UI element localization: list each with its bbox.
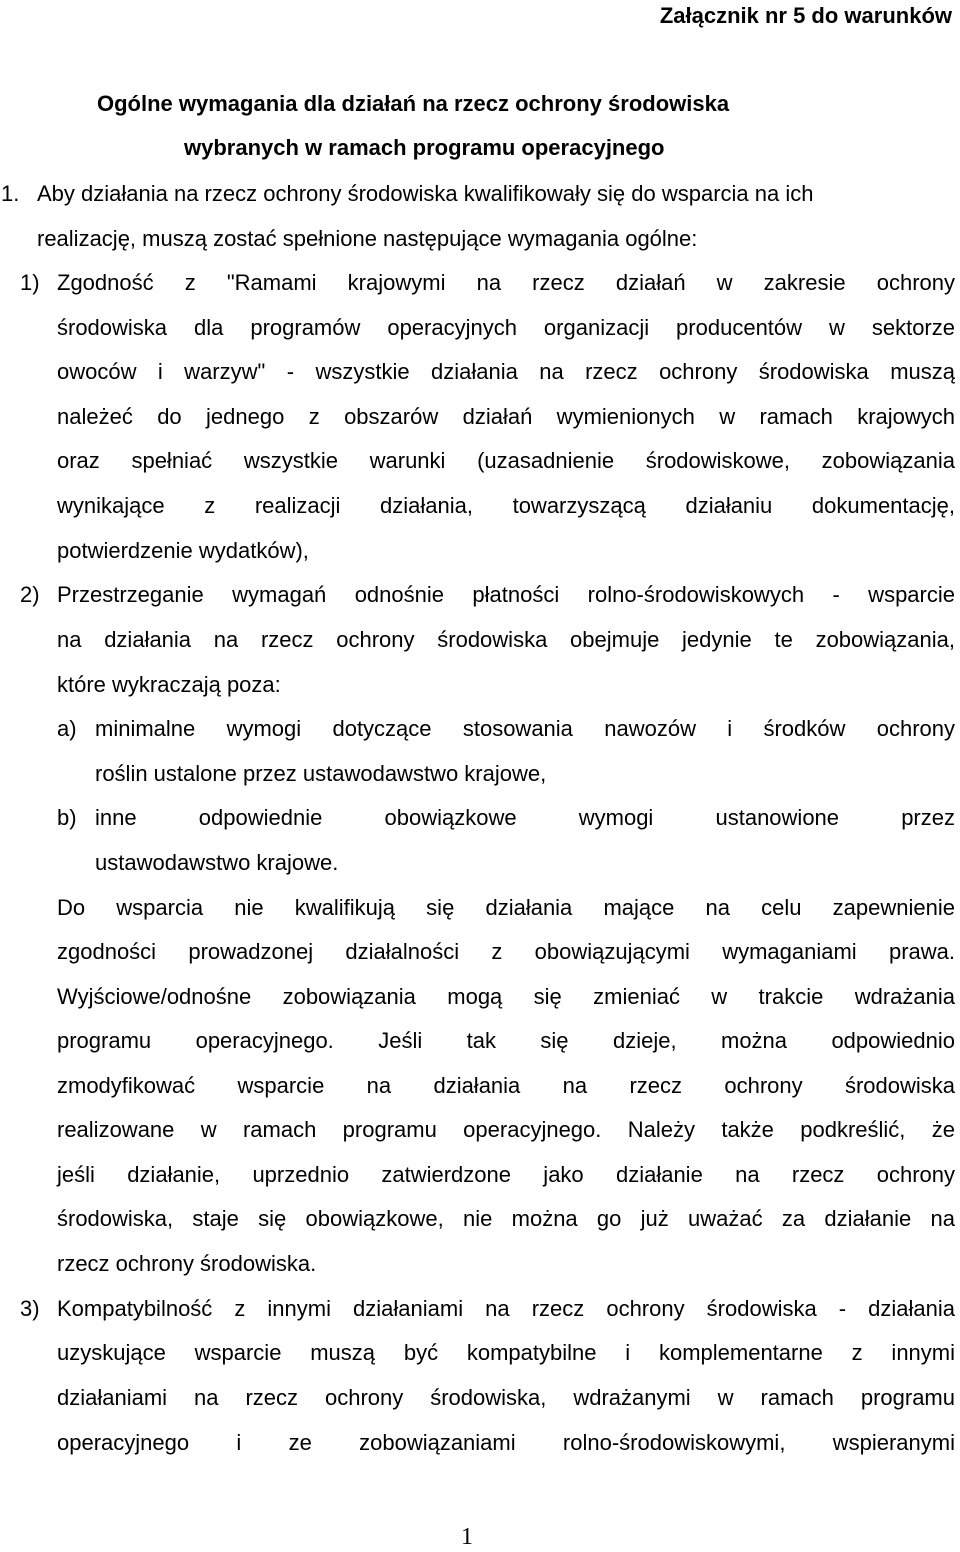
item-1-line-6: wynikające z realizacji działania, towarzyszącą działaniu dokumentację,	[57, 493, 955, 518]
subitem-a-line-2: roślin ustalone przez ustawodawstwo krajowe,	[95, 761, 547, 786]
title-line-1: Ogólne wymagania dla działań na rzecz ochrony środowiska	[97, 91, 730, 116]
paragraph-line-6: realizowane w ramach programu operacyjnego. Należy także podkreślić, że	[57, 1117, 955, 1142]
item-1-line-2: środowiska dla programów operacyjnych organizacji producentów w sektorze	[57, 315, 955, 340]
item-1-line-5: oraz spełniać wszystkie warunki (uzasadnienie środowiskowe, zobowiązania	[57, 448, 955, 473]
item-3-line-4: operacyjnego i ze zobowiązaniami rolno-środowiskowymi, wspieranymi	[57, 1430, 955, 1455]
annex-heading: Załącznik nr 5 do warunków	[659, 3, 952, 28]
item-2-line-2: na działania na rzecz ochrony środowiska obejmuje jedynie te zobowiązania,	[57, 627, 955, 652]
subitem-b-line-1: inne odpowiednie obowiązkowe wymogi ustanowione przez	[95, 805, 955, 830]
subitem-b-line-2: ustawodawstwo krajowe.	[95, 850, 339, 875]
item-3-line-3: działaniami na rzecz ochrony środowiska, wdrażanymi w ramach programu	[57, 1385, 955, 1410]
section-1-line-2: realizację, muszą zostać spełnione następujące wymagania ogólne:	[37, 226, 698, 251]
item-2-line-1: Przestrzeganie wymagań odnośnie płatności rolno-środowiskowych - wsparcie	[57, 582, 955, 607]
title-line-2: wybranych w ramach programu operacyjnego	[184, 135, 665, 160]
item-1-line-7: potwierdzenie wydatków),	[57, 538, 309, 563]
item-1-line-3: owoców i warzyw" - wszystkie działania na rzecz ochrony środowiska muszą	[57, 359, 955, 384]
paragraph-line-7: jeśli działanie, uprzednio zatwierdzone jako działanie na rzecz ochrony	[57, 1162, 955, 1187]
page-number: 1	[461, 1524, 473, 1550]
section-1-line-1: Aby działania na rzecz ochrony środowiska kwalifikowały się do wsparcia na ich	[37, 181, 814, 206]
subitem-a-line-1: minimalne wymogi dotyczące stosowania nawozów i środków ochrony	[95, 716, 955, 741]
subitem-b-marker: b)	[57, 805, 77, 830]
paragraph-line-8: środowiska, staje się obowiązkowe, nie można go już uważać za działanie na	[57, 1206, 955, 1231]
item-3-line-1: Kompatybilność z innymi działaniami na rzecz ochrony środowiska - działania	[57, 1296, 955, 1321]
paragraph-line-3: Wyjściowe/odnośne zobowiązania mogą się zmieniać w trakcie wdrażania	[57, 984, 955, 1009]
paragraph-line-4: programu operacyjnego. Jeśli tak się dzieje, można odpowiednio	[57, 1028, 955, 1053]
section-number-1: 1.	[1, 181, 20, 206]
item-1-line-1: Zgodność z "Ramami krajowymi na rzecz działań w zakresie ochrony	[57, 270, 955, 295]
item-3-line-2: uzyskujące wsparcie muszą być kompatybilne i komplementarne z innymi	[57, 1340, 955, 1365]
subitem-a-marker: a)	[57, 716, 77, 741]
paragraph-line-5: zmodyfikować wsparcie na działania na rzecz ochrony środowiska	[57, 1073, 955, 1098]
paragraph-line-2: zgodności prowadzonej działalności z obowiązującymi wymaganiami prawa.	[57, 939, 955, 964]
item-2-marker: 2)	[20, 582, 40, 607]
paragraph-line-9: rzecz ochrony środowiska.	[57, 1251, 317, 1276]
item-1-line-4: należeć do jednego z obszarów działań wymienionych w ramach krajowych	[57, 404, 955, 429]
item-1-marker: 1)	[20, 270, 40, 295]
paragraph-line-1: Do wsparcia nie kwalifikują się działania mające na celu zapewnienie	[57, 895, 955, 920]
item-2-line-3: które wykraczają poza:	[57, 672, 281, 697]
item-3-marker: 3)	[20, 1296, 40, 1321]
